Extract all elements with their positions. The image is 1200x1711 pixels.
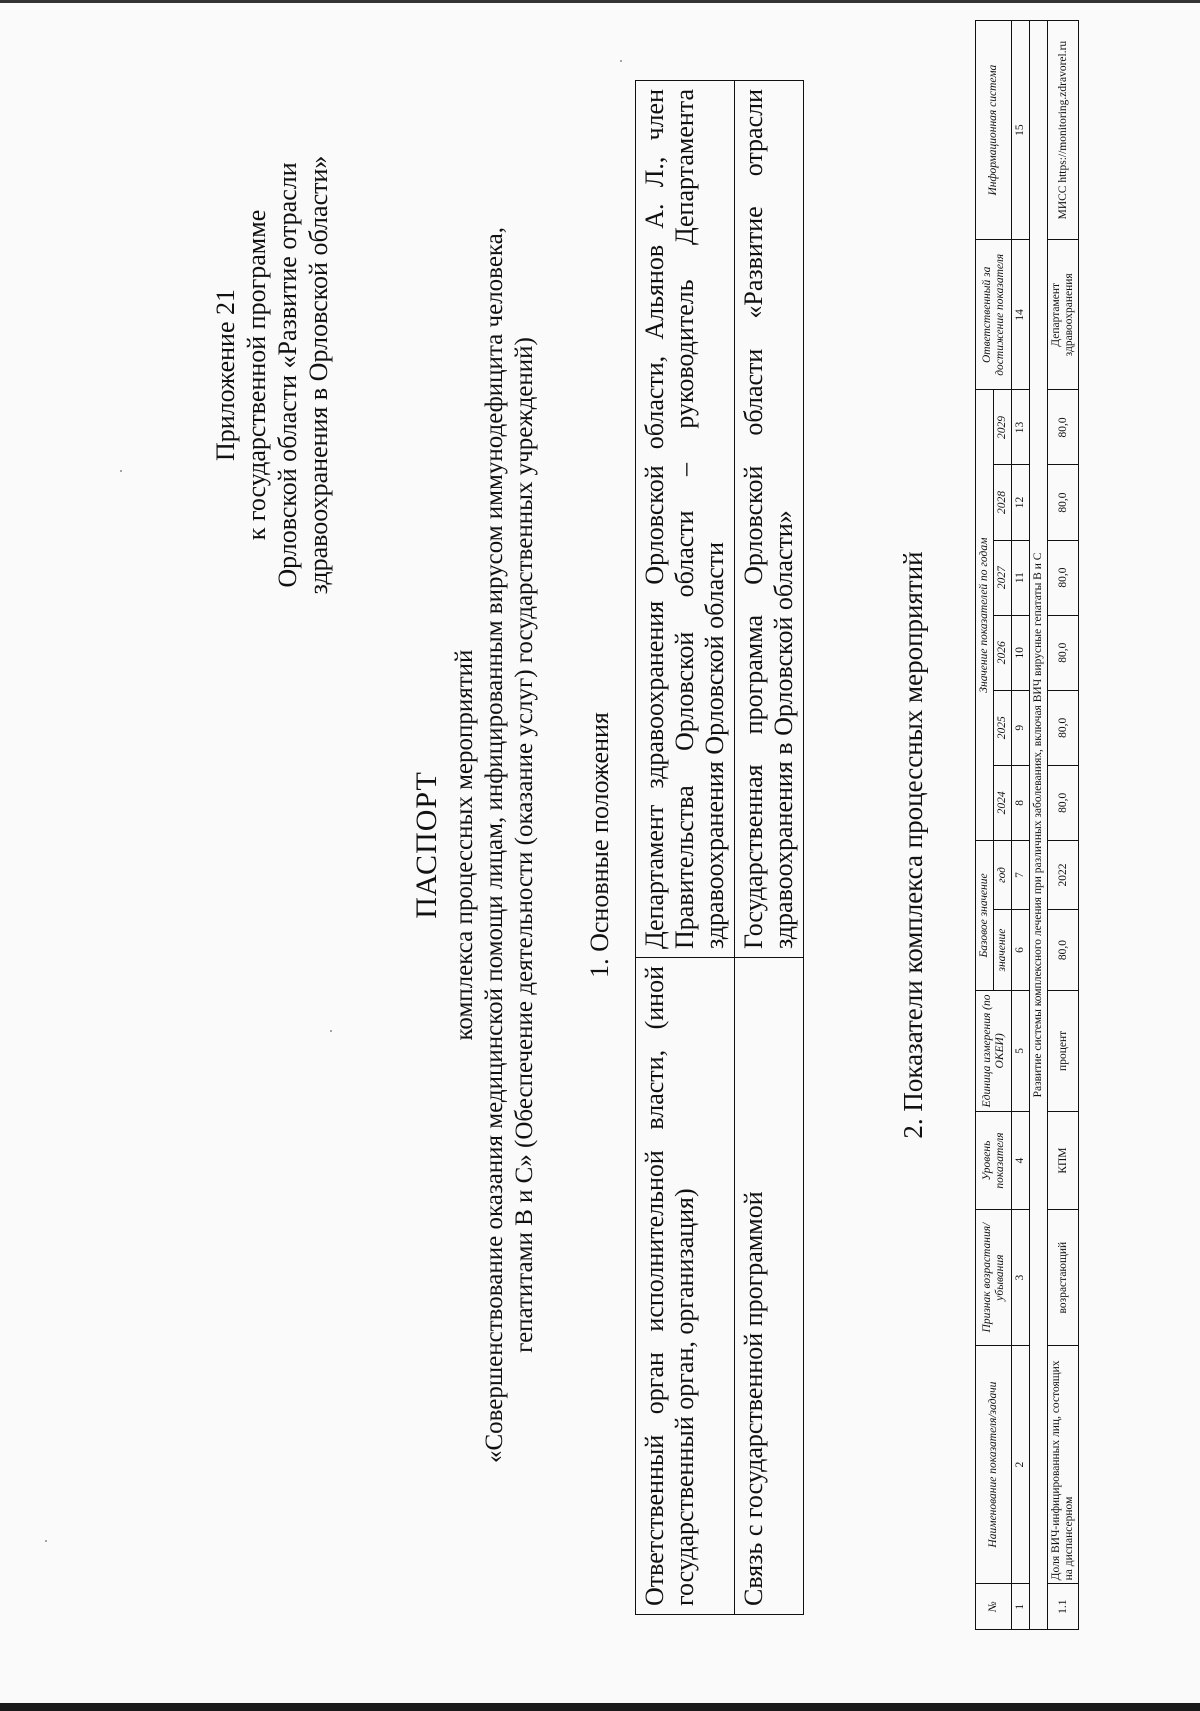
col-2025: 2025 <box>994 690 1012 765</box>
column-number: 14 <box>1012 240 1030 390</box>
col-sign: Признак возрастания/ убывания <box>976 1210 1012 1345</box>
row-resp: Департамент здравоохранения <box>1048 240 1079 390</box>
col-2024: 2024 <box>994 765 1012 840</box>
rotated-document <box>30 0 1200 1690</box>
responsible-value: Департамент здравоохранения Орловской области, Альянов А. Л., член Правительства Орловской области – руководитель Департамента здравоохранения Орловской области <box>636 81 735 958</box>
col-2027: 2027 <box>994 540 1012 615</box>
subtitle-line: гепатитами В и С» (Обеспечение деятельности (оказание услуг) государственных учреждений) <box>511 337 538 1353</box>
column-number: 6 <box>1012 910 1030 991</box>
row-num: 1.1 <box>1048 1584 1079 1630</box>
row-name: Доля ВИЧ-инфицированных лиц, состоящих на диспансерном <box>1048 1345 1079 1584</box>
program-link-label: Связь с государственной программой <box>735 958 804 1615</box>
column-number: 15 <box>1012 21 1030 240</box>
table-header-row <box>976 21 994 1630</box>
appendix-line: Приложение 21 <box>211 288 240 462</box>
scan-edge-bottom <box>0 1703 1200 1711</box>
col-info: Информационная система <box>976 21 1012 240</box>
row-2027: 80,0 <box>1048 540 1079 615</box>
responsible-label: Ответственный орган исполнительной власти, (иной государственный орган, организация) <box>636 958 735 1615</box>
table-row <box>735 81 804 1615</box>
row-2029: 80,0 <box>1048 390 1079 465</box>
appendix-line: к государственной программе <box>242 209 271 541</box>
column-number-row <box>1012 21 1030 1630</box>
col-base-value: значение <box>994 910 1012 991</box>
column-number: 4 <box>1012 1111 1030 1210</box>
document-content <box>30 0 1200 1690</box>
document-title: ПАСПОРТ <box>410 771 443 919</box>
col-resp: Ответственный за достижение показателя <box>976 240 1012 390</box>
row-info: МИСС https://monitoring.zdravorel.ru <box>1048 21 1079 240</box>
program-link-value: Государственная программа Орловской области «Развитие отрасли здравоохранения в Орловской области» <box>735 81 804 958</box>
column-number: 9 <box>1012 690 1030 765</box>
col-base-year: год <box>994 840 1012 909</box>
section-1-heading: 1. Основные положения <box>585 712 614 978</box>
col-2026: 2026 <box>994 615 1012 690</box>
table-row <box>636 81 735 1615</box>
column-number: 1 <box>1012 1584 1030 1630</box>
row-base-year: 2022 <box>1048 840 1079 909</box>
col-2029: 2029 <box>994 390 1012 465</box>
subtitle-line: комплекса процессных мероприятий <box>451 649 478 1041</box>
indicators-table <box>975 20 1079 1630</box>
column-number: 5 <box>1012 991 1030 1112</box>
column-number: 2 <box>1012 1345 1030 1584</box>
col-num: № <box>976 1584 1012 1630</box>
col-base: Базовое значение <box>976 840 994 990</box>
row-unit: процент <box>1048 991 1079 1112</box>
column-number: 3 <box>1012 1210 1030 1345</box>
row-base-value: 80,0 <box>1048 910 1079 991</box>
col-name: Наименование показателя/задачи <box>976 1345 1012 1584</box>
appendix-block <box>210 140 334 610</box>
document-subtitle <box>450 120 540 1570</box>
col-2028: 2028 <box>994 465 1012 540</box>
col-years: Значение показателей по годам <box>976 390 994 840</box>
row-2028: 80,0 <box>1048 465 1079 540</box>
task-title: Развитие системы комплексного лечения при различных заболеваниях, включая ВИЧ вирусные гепататы В и С <box>1030 21 1048 1630</box>
row-2025: 80,0 <box>1048 690 1079 765</box>
appendix-line: здравоохранения в Орловской области» <box>304 155 333 595</box>
appendix-line: Орловской области «Развитие отрасли <box>273 162 302 588</box>
column-number: 7 <box>1012 840 1030 909</box>
column-number: 13 <box>1012 390 1030 465</box>
column-number: 10 <box>1012 615 1030 690</box>
subtitle-line: «Совершенствование оказания медицинской помощи лицам, инфицированным вирусом иммунодефицита человека, <box>481 226 508 1464</box>
basic-info-table <box>635 80 804 1615</box>
table-row <box>1048 21 1079 1630</box>
column-number: 8 <box>1012 765 1030 840</box>
column-number: 12 <box>1012 465 1030 540</box>
row-2024: 80,0 <box>1048 765 1079 840</box>
row-sign: возрастающий <box>1048 1210 1079 1345</box>
col-unit: Единица измерения (по ОКЕИ) <box>976 991 1012 1112</box>
row-level: КПМ <box>1048 1111 1079 1210</box>
col-level: Уровень показателя <box>976 1111 1012 1210</box>
row-2026: 80,0 <box>1048 615 1079 690</box>
section-2-heading: 2. Показатели комплекса процессных мероприятий <box>898 551 928 1139</box>
task-row <box>1030 21 1048 1630</box>
column-number: 11 <box>1012 540 1030 615</box>
